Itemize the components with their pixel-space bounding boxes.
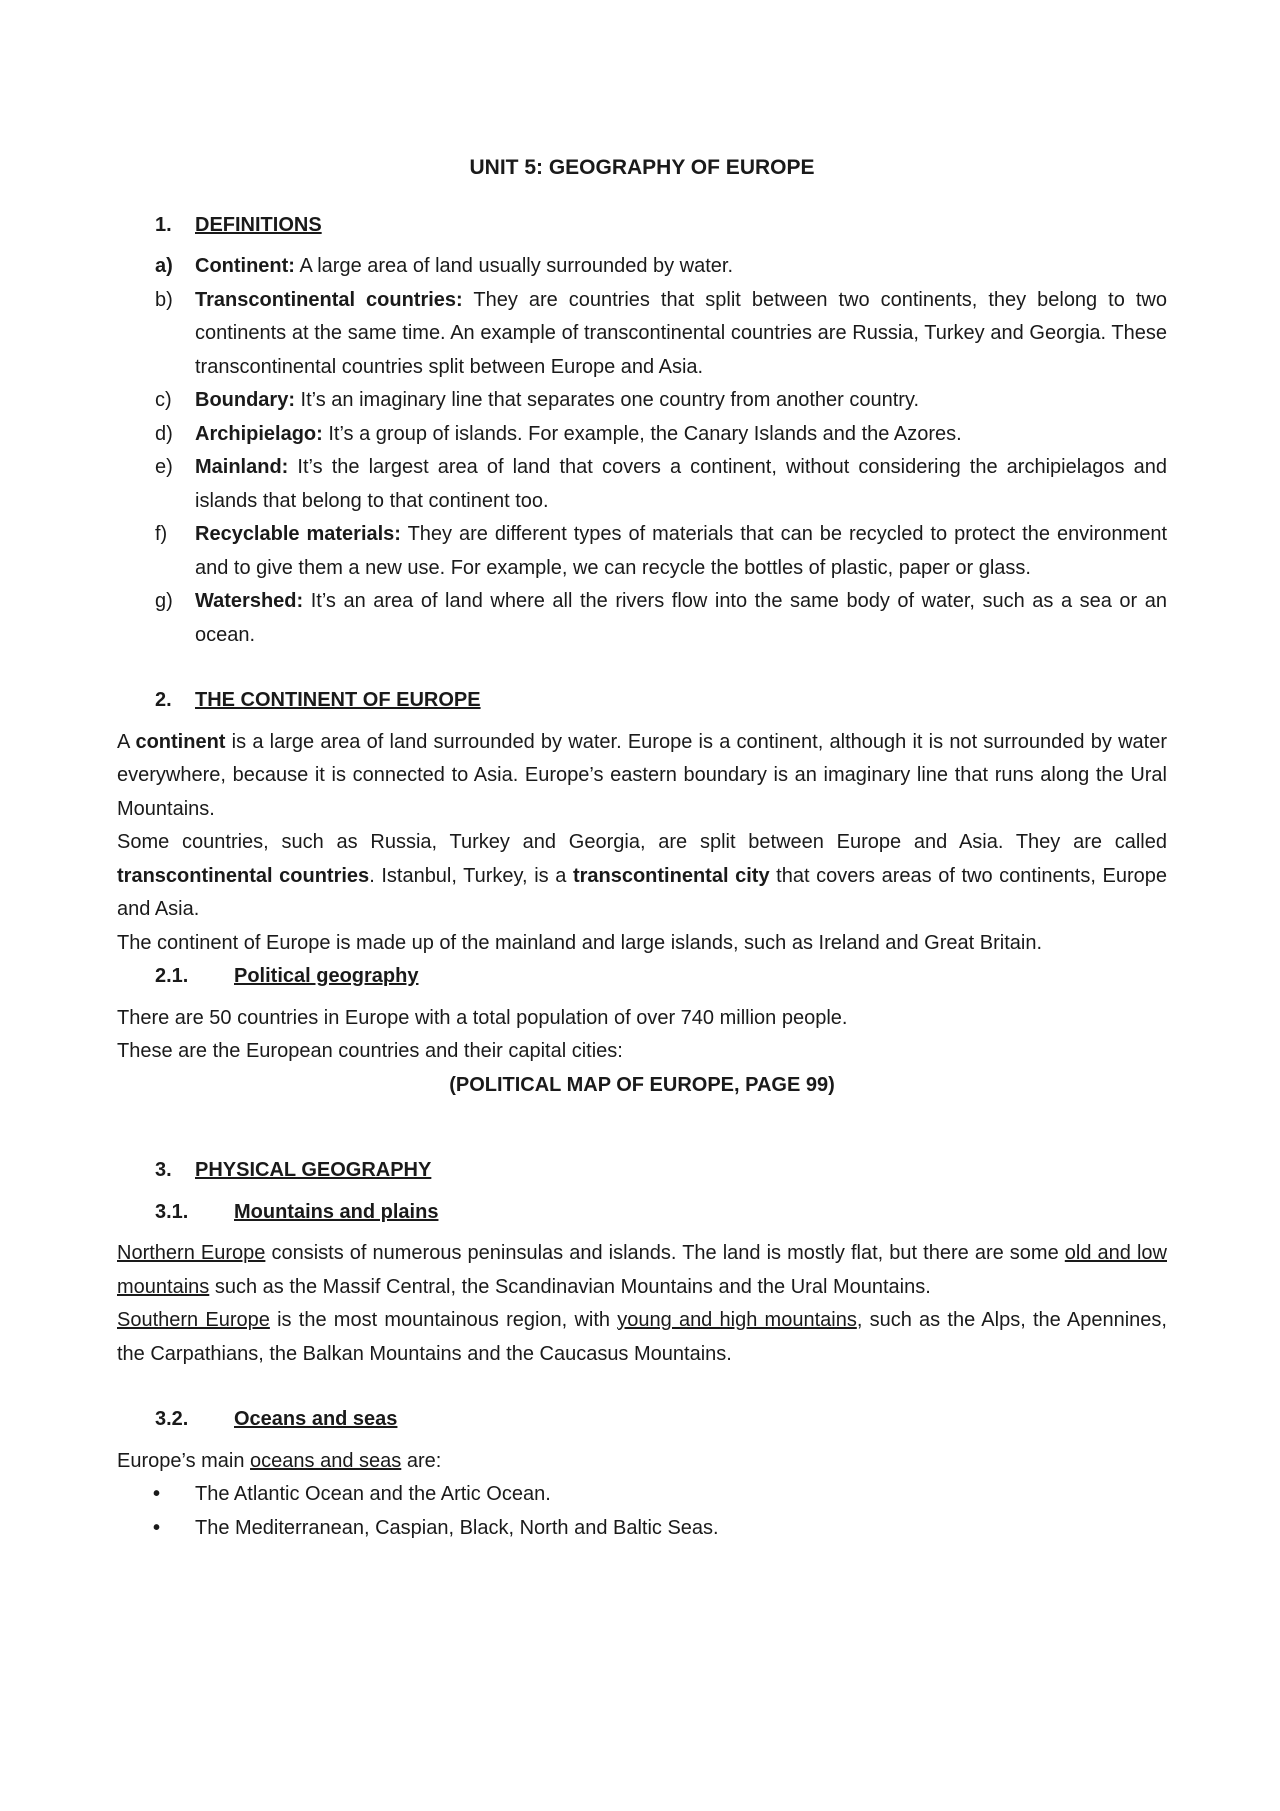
subsection-label: Mountains and plains	[234, 1200, 439, 1223]
definition-term: Watershed:	[195, 590, 304, 612]
mountains-paragraph-2: Southern Europe is the most mountainous region, with young and high mountains, such as the Alps, the Apennines, the Carpathians, the Balkan Mountains and the Caucasus Mountains.	[117, 1309, 1167, 1365]
bold-term: transcontinental countries	[117, 864, 370, 887]
definition-item	[117, 585, 1167, 652]
section-label: THE CONTINENT OF EUROPE	[195, 689, 481, 711]
subsection-number: 2.1.	[155, 965, 189, 987]
list-item: • The Mediterranean, Caspian, Black, North and Baltic Seas.	[117, 1512, 1167, 1546]
continent-heading	[117, 684, 1167, 718]
item-marker: f)	[155, 523, 168, 545]
political-paragraph-1: There are 50 countries in Europe with a total population of over 740 million people.	[117, 1006, 848, 1029]
oceans-intro: Europe’s main oceans and seas are:	[117, 1449, 442, 1472]
bold-term: continent	[135, 730, 226, 753]
item-marker: a)	[155, 255, 173, 277]
definition-text: It’s the largest area of land that covers a continent, without considering the archipielagos and islands that belong to that continent too.	[195, 456, 1167, 512]
underlined-term: oceans and seas	[250, 1449, 402, 1472]
section-number: 1.	[155, 213, 172, 236]
definition-text: They are countries that split between two continents, they belong to two continents at the same time. An example of transcontinental countries are Russia, Turkey and Georgia. These transcontinental countries split between Europe and Asia.	[195, 288, 1167, 378]
definition-item	[117, 384, 1167, 418]
definition-term: Mainland:	[195, 456, 289, 478]
item-marker: b)	[155, 288, 173, 311]
subsection-label: Oceans and seas	[234, 1408, 398, 1430]
bullet-icon: •	[153, 1516, 161, 1539]
list-item: • The Atlantic Ocean and the Artic Ocean.	[117, 1478, 1167, 1512]
mountains-heading	[117, 1196, 1167, 1230]
section-number: 2.	[155, 689, 172, 711]
definition-term: Archipielago:	[195, 422, 323, 445]
section-label: PHYSICAL GEOGRAPHY	[195, 1159, 432, 1181]
underlined-term: Northern Europe	[117, 1242, 266, 1264]
definition-item	[117, 284, 1167, 385]
bullet-icon: •	[153, 1483, 161, 1505]
definition-text: It’s an imaginary line that separates one country from another country.	[295, 389, 920, 411]
document-page	[117, 151, 1167, 1545]
item-marker: e)	[155, 456, 173, 478]
oceans-heading	[117, 1403, 1167, 1437]
item-marker: g)	[155, 590, 173, 612]
item-marker: c)	[155, 389, 172, 411]
definition-item	[117, 418, 1167, 452]
physical-heading	[117, 1154, 1167, 1188]
political-paragraph-2: These are the European countries and their capital cities:	[117, 1040, 623, 1062]
definition-term: Boundary:	[195, 389, 295, 411]
page-title: UNIT 5: GEOGRAPHY OF EUROPE	[469, 156, 815, 179]
definition-text: They are different types of materials that can be recycled to protect the environment and to give them a new use. For example, we can recycle the bottles of plastic, paper or glass.	[195, 523, 1167, 579]
item-marker: d)	[155, 422, 173, 445]
continent-paragraph-3: The continent of Europe is made up of the mainland and large islands, such as Ireland and Great Britain.	[117, 931, 1042, 954]
map-reference-note: (POLITICAL MAP OF EUROPE, PAGE 99)	[449, 1073, 835, 1096]
definitions-list	[117, 250, 1167, 652]
definition-text: It’s an area of land where all the rivers flow into the same body of water, such as a sea or an ocean.	[195, 590, 1167, 646]
definition-text: A large area of land usually surrounded by water.	[294, 255, 734, 277]
section-label: DEFINITIONS	[195, 213, 322, 236]
definition-text: It’s a group of islands. For example, the Canary Islands and the Azores.	[322, 422, 962, 445]
subsection-number: 3.2.	[155, 1408, 189, 1430]
subsection-label: Political geography	[234, 965, 419, 987]
oceans-list	[117, 1478, 1167, 1545]
definition-item	[117, 250, 1167, 284]
underlined-term: young and high mountains	[617, 1309, 857, 1331]
underlined-term: Southern Europe	[117, 1309, 270, 1331]
definition-term: Transcontinental countries:	[195, 288, 463, 311]
continent-paragraph-2: Some countries, such as Russia, Turkey and Georgia, are split between Europe and Asia. They are called transcontinental countries. Istanbul, Turkey, is a transcontinental city that covers areas of two continents, Europe and Asia.	[117, 831, 1167, 920]
subsection-number: 3.1.	[155, 1200, 189, 1223]
section-number: 3.	[155, 1159, 172, 1181]
definition-item	[117, 518, 1167, 585]
definition-term: Continent:	[195, 255, 295, 277]
definition-item	[117, 451, 1167, 518]
political-geography-heading	[117, 960, 1167, 994]
definition-term: Recyclable materials:	[195, 523, 401, 545]
underlined-term: old and low mountains	[117, 1242, 1167, 1298]
definitions-heading	[117, 209, 1167, 243]
bold-term: transcontinental city	[572, 864, 770, 887]
continent-paragraph-1: A continent is a large area of land surrounded by water. Europe is a continent, although it is not surrounded by water everywhere, because it is connected to Asia. Europe’s eastern boundary is an imaginary line that runs along the Ural Mountains.	[117, 730, 1167, 820]
mountains-paragraph-1: Northern Europe consists of numerous peninsulas and islands. The land is mostly flat, but there are some old and low mountains such as the Massif Central, the Scandinavian Mountains and the Ural Mountains.	[117, 1242, 1167, 1298]
